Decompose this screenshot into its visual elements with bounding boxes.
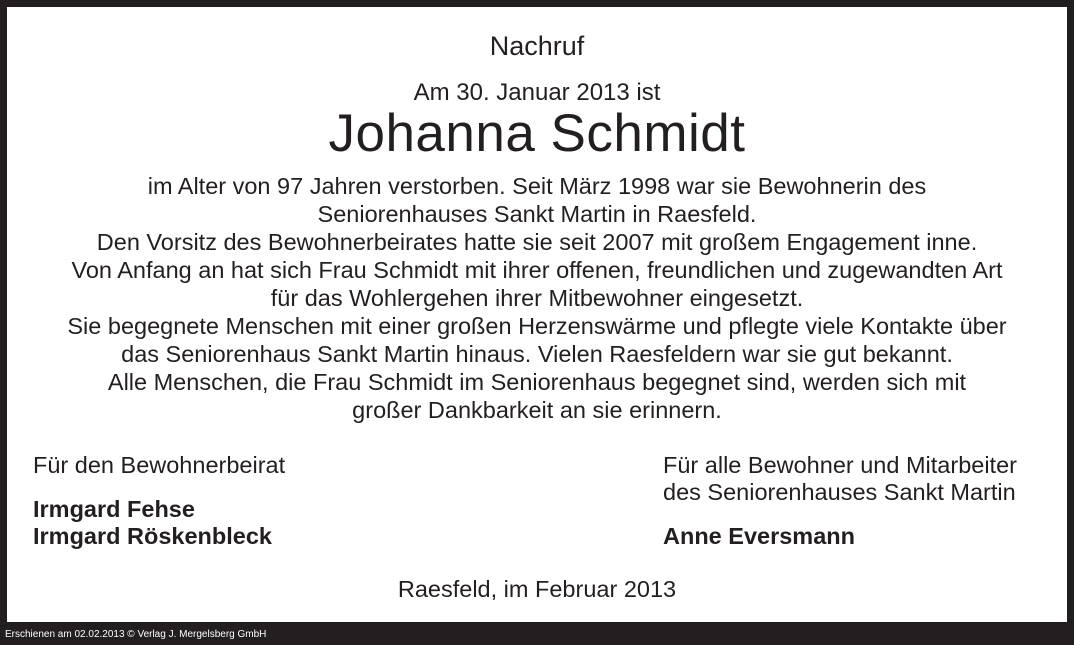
signatory-name: Anne Eversmann [663, 523, 855, 549]
text-line: Von Anfang an hat sich Frau Schmidt mit ihrer offenen, freundlichen und zugewandten Art [71, 257, 1003, 283]
text-line: das Seniorenhaus Sankt Martin hinaus. Vielen Raesfeldern war sie gut bekannt. [121, 341, 953, 367]
text-line: im Alter von 97 Jahren verstorben. Seit März 1998 war sie Bewohnerin des [147, 173, 927, 199]
notice-heading: Nachruf [489, 31, 585, 61]
text-line: Sie begegnete Menschen mit einer großen Herzenswärme und pflegte viele Kontakte über [67, 313, 1007, 339]
text-line: Alle Menschen, die Frau Schmidt im Seniorenhaus begegnet sind, werden sich mit [107, 369, 967, 395]
signature-block-left [33, 452, 285, 550]
signature-block-right [663, 452, 1017, 550]
publication-footer: Erschienen am 02.02.2013 © Verlag J. Mergelsberg GmbH [5, 629, 267, 640]
paragraph [7, 172, 1067, 228]
paragraph [7, 312, 1067, 368]
intro-line: Am 30. Januar 2013 ist [413, 79, 661, 106]
place-date: Raesfeld, im Februar 2013 [397, 576, 677, 602]
paragraph [7, 228, 1067, 256]
signatory-name: Irmgard Fehse [33, 496, 195, 522]
signatory-name: Irmgard Röskenbleck [33, 523, 273, 549]
text-line: für das Wohlergehen ihrer Mitbewohner eingesetzt. [270, 285, 804, 311]
obituary-notice [7, 7, 1067, 622]
deceased-name: Johanna Schmidt [328, 104, 746, 163]
signature-title: des Seniorenhauses Sankt Martin [663, 479, 1016, 505]
text-line: großer Dankbarkeit an sie erinnern. [352, 397, 722, 423]
text-line: Den Vorsitz des Bewohnerbeirates hatte sie seit 2007 mit großem Engagement inne. [96, 229, 978, 255]
obituary-text [7, 172, 1067, 424]
paragraph [7, 368, 1067, 424]
signature-title: Für alle Bewohner und Mitarbeiter [663, 452, 1017, 478]
paragraph [7, 256, 1067, 312]
signature-title: Für den Bewohnerbeirat [33, 452, 286, 478]
text-line: Seniorenhauses Sankt Martin in Raesfeld. [317, 201, 757, 227]
